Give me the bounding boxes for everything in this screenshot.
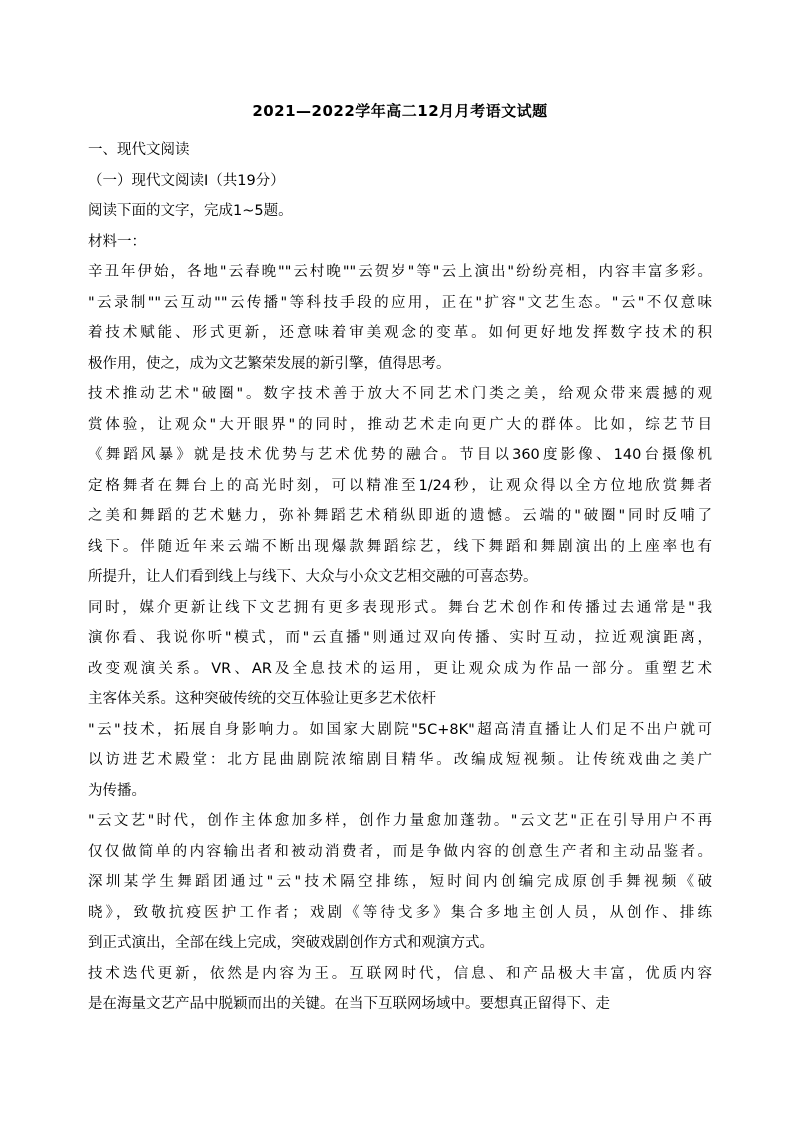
paragraph [88, 715, 712, 807]
paragraph-line: "云文艺"时代，创作主体愈加多样，创作力量愈加蓬勃。"云文艺"正在引导用户不再 [88, 813, 712, 829]
paragraph-line: 极作用，使之，成为文艺繁荣发展的新引擎，值得思考。 [88, 355, 451, 372]
paragraph [88, 959, 712, 1020]
paragraph-line: 《舞蹈风暴》就是技术优势与艺术优势的融合。节目以360度影像、140台摄像机 [88, 447, 712, 463]
paragraph [88, 806, 712, 959]
paragraph [88, 257, 712, 379]
paragraph-line: 为传播。 [88, 782, 146, 799]
paragraph-line: 辛丑年伊始，各地"云春晚""云村晚""云贺岁"等"云上演出"纷纷亮相，内容丰富多彩。 [88, 264, 712, 280]
paragraph-line: 赏体验，让观众"大开眼界"的同时，推动艺术走向更广大的群体。比如，综艺节目 [88, 416, 712, 433]
paragraph-line: 主客体关系。这种突破传统的交互体验让更多艺术依杆 [88, 691, 436, 707]
paragraph-line: 所提升，让人们看到线上与线下、大众与小众文艺相交融的可喜态势。 [88, 569, 538, 585]
paragraph [88, 593, 712, 715]
paragraph-line: 之美和舞蹈的艺术魅力，弥补舞蹈艺术稍纵即逝的遗憾。云端的"破圈"同时反哺了 [88, 508, 712, 524]
paragraph-line: 定格舞者在舞台上的高光时刻，可以精准至1/24秒，让观众得以全方位地欣赏舞者 [88, 477, 712, 494]
paragraph-line: 仅仅做简单的内容输出者和被动消费者，而是争做内容的创意生产者和主动品鉴者。 [88, 843, 712, 860]
paragraph-line: 到正式演出，全部在线上完成，突破戏剧创作方式和观演方式。 [88, 935, 494, 951]
article-body [88, 257, 712, 1020]
page-title: 2021—2022学年高二12月月考语文试题 [252, 102, 548, 120]
paragraph-line: 着技术赋能、形式更新，还意味着审美观念的变革。如何更好地发挥数字技术的积 [88, 325, 712, 341]
paragraph-line: 以访进艺术殿堂：北方昆曲剧院浓缩剧目精华。改编成短视频。让传统戏曲之美广 [88, 752, 712, 768]
subsection-heading: （一）现代文阅读Ⅰ（共19分） [88, 172, 285, 189]
paragraph-line: 演你看、我说你听"模式，而"云直播"则通过双向传播、实时互动，拉近观演距离， [88, 630, 712, 646]
paragraph-line: 是在海量文艺产品中脱颖而出的关键。在当下互联网场域中。要想真正留得下、走 [88, 996, 610, 1012]
paragraph-line: 改变观演关系。VR、AR及全息技术的运用，更让观众成为作品一部分。重塑艺术 [88, 660, 712, 677]
paragraph-line: 技术迭代更新，依然是内容为王。互联网时代，信息、和产品极大丰富，优质内容 [88, 965, 712, 982]
paragraph-line: 线下。伴随近年来云端不断出现爆款舞蹈综艺，线下舞蹈和舞剧演出的上座率也有 [88, 538, 712, 555]
paragraph-line: "云录制""云互动""云传播"等科技手段的应用，正在"扩容"文艺生态。"云"不仅意味 [88, 294, 712, 311]
material-label: 材料一： [88, 233, 146, 250]
section-heading: 一、现代文阅读 [88, 142, 190, 158]
paragraph-line: 同时，媒介更新让线下文艺拥有更多表现形式。舞台艺术创作和传播过去通常是"我 [88, 599, 712, 616]
paragraph [88, 379, 712, 593]
paragraph-line: 晓》，致敬抗疫医护工作者；戏剧《等待戈多》集合多地主创人员，从创作、排练 [88, 904, 712, 921]
paragraph-line: "云"技术，拓展自身影响力。如国家大剧院"5C+8K"超高清直播让人们足不出户就可 [88, 721, 712, 738]
instruction-text: 阅读下面的文字，完成1~5题。 [88, 203, 293, 219]
paragraph-line: 技术推动艺术"破圈"。数字技术善于放大不同艺术门类之美，给观众带来震撼的观 [88, 386, 712, 402]
paragraph-line: 深圳某学生舞蹈团通过"云"技术隔空排练，短时间内创编完成原创手舞视频《破 [88, 874, 712, 890]
